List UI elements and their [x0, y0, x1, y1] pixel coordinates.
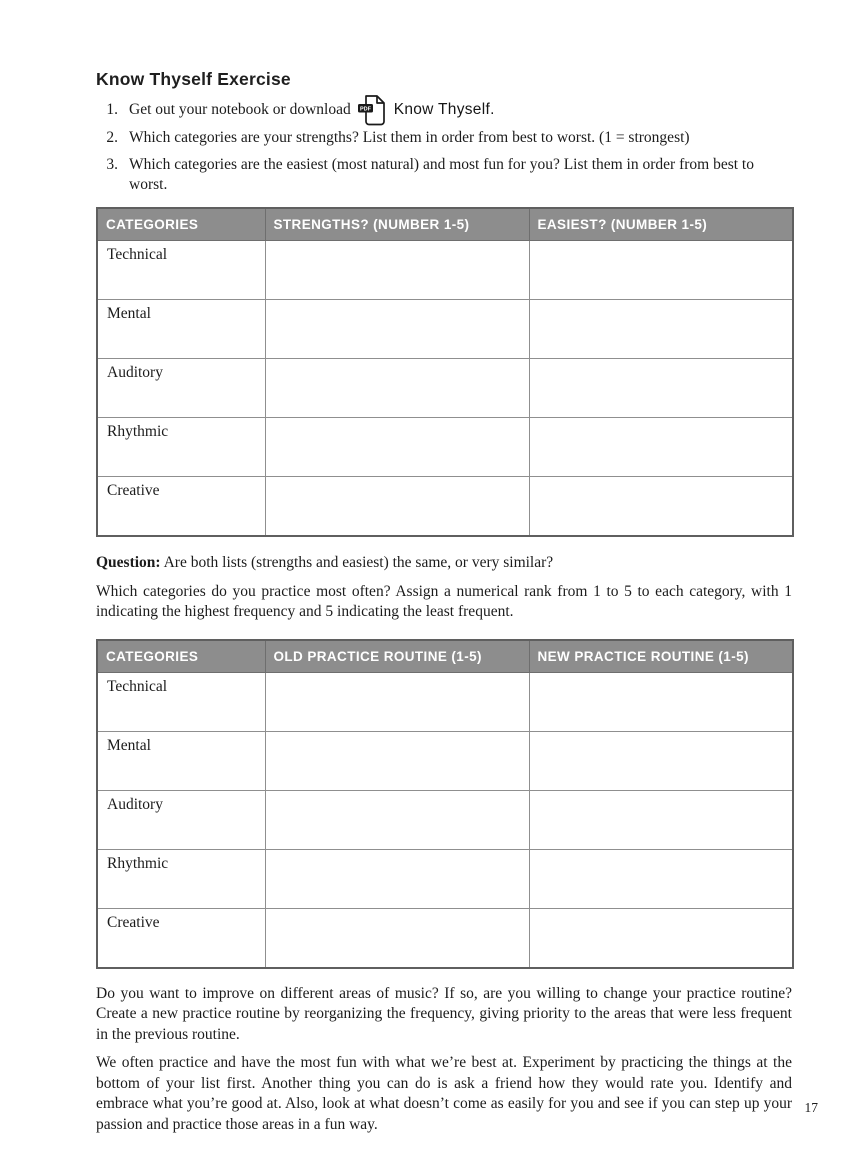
instruction-number: 3.: [106, 156, 118, 173]
empty-cell: [265, 300, 529, 359]
empty-cell: [529, 418, 793, 477]
empty-cell: [265, 790, 529, 849]
table-row: [97, 418, 793, 477]
page-title: Know Thyself Exercise: [96, 69, 291, 89]
empty-cell: [529, 300, 793, 359]
empty-cell: [529, 790, 793, 849]
category-cell: Creative: [97, 908, 265, 968]
category-cell: Mental: [97, 731, 265, 790]
category-cell: Creative: [97, 477, 265, 537]
paragraph-practice-frequency: Which categories do you practice most often? Assign a numerical rank from 1 to 5 to each category, with 1 indicating the highest frequency and 5 indicating the least frequent.: [96, 583, 792, 621]
table-row: [97, 731, 793, 790]
table-row: [97, 849, 793, 908]
header-categories: CATEGORIES: [97, 640, 265, 673]
svg-text:PDF: PDF: [359, 106, 371, 112]
empty-cell: [265, 418, 529, 477]
instruction-text: Which categories are the easiest (most natural) and most fun for you? List them in order from best to worst.: [129, 156, 754, 193]
header-categories: CATEGORIES: [97, 208, 265, 241]
empty-cell: [265, 359, 529, 418]
empty-cell: [529, 477, 793, 537]
instruction-item-3: [96, 155, 792, 195]
table-row: [97, 300, 793, 359]
empty-cell: [529, 908, 793, 968]
know-thyself-link[interactable]: Know Thyself: [393, 101, 491, 118]
question-label: Question:: [96, 554, 161, 571]
instruction-number: 1.: [106, 101, 118, 118]
instruction-item-2: [96, 128, 792, 148]
instruction-text: Which categories are your strengths? List them in order from best to worst. (1 = strongest): [129, 129, 690, 146]
table-row: [97, 359, 793, 418]
category-cell: Rhythmic: [97, 849, 265, 908]
category-cell: Technical: [97, 672, 265, 731]
empty-cell: [265, 908, 529, 968]
table-row: [97, 790, 793, 849]
table-header-row: [97, 640, 793, 673]
empty-cell: [265, 477, 529, 537]
header-new-routine: NEW PRACTICE ROUTINE (1-5): [529, 640, 793, 673]
empty-cell: [265, 241, 529, 300]
empty-cell: [529, 241, 793, 300]
header-easiest: EASIEST? (NUMBER 1-5): [529, 208, 793, 241]
strengths-table: [96, 207, 794, 537]
paragraph-fun: We often practice and have the most fun with what we’re best at. Experiment by practicing the things at the bottom of your list first. Another thing you can do is ask a friend how they would rate you. Identify and embrace what you’re good at. Also, look at what doesn’t come as easily for you and see if you can step up your passion and practice those areas in a fun way.: [96, 1054, 792, 1133]
category-cell: Auditory: [97, 790, 265, 849]
header-old-routine: OLD PRACTICE ROUTINE (1-5): [265, 640, 529, 673]
table-header-row: [97, 208, 793, 241]
category-cell: Technical: [97, 241, 265, 300]
instruction-list: [96, 94, 792, 195]
instruction-text: [129, 94, 495, 127]
empty-cell: [265, 731, 529, 790]
instruction-text-before: Get out your notebook or download: [129, 101, 351, 118]
category-cell: Rhythmic: [97, 418, 265, 477]
question-text: Are both lists (strengths and easiest) the same, or very similar?: [160, 554, 554, 571]
table-row: [97, 672, 793, 731]
empty-cell: [265, 849, 529, 908]
practice-routine-table: [96, 639, 794, 969]
category-cell: Mental: [97, 300, 265, 359]
header-strengths: STRENGTHS? (NUMBER 1-5): [265, 208, 529, 241]
empty-cell: [529, 849, 793, 908]
table-row: [97, 908, 793, 968]
empty-cell: [529, 672, 793, 731]
table-row: [97, 241, 793, 300]
category-cell: Auditory: [97, 359, 265, 418]
empty-cell: [529, 731, 793, 790]
instruction-number: 2.: [106, 129, 118, 146]
page-number: 17: [804, 1100, 818, 1115]
instruction-item-1: [96, 94, 792, 126]
page-content: [96, 0, 792, 1135]
empty-cell: [529, 359, 793, 418]
question-line: [96, 552, 792, 573]
link-suffix: .: [490, 101, 495, 118]
table-row: [97, 477, 793, 537]
paragraph-improve: Do you want to improve on different areas of music? If so, are you willing to change your practice routine? Create a new practice routine by reorganizing the frequency, giving priority to the areas that were less frequent in the previous routine.: [96, 984, 792, 1043]
pdf-file-icon[interactable]: [357, 94, 387, 127]
empty-cell: [265, 672, 529, 731]
